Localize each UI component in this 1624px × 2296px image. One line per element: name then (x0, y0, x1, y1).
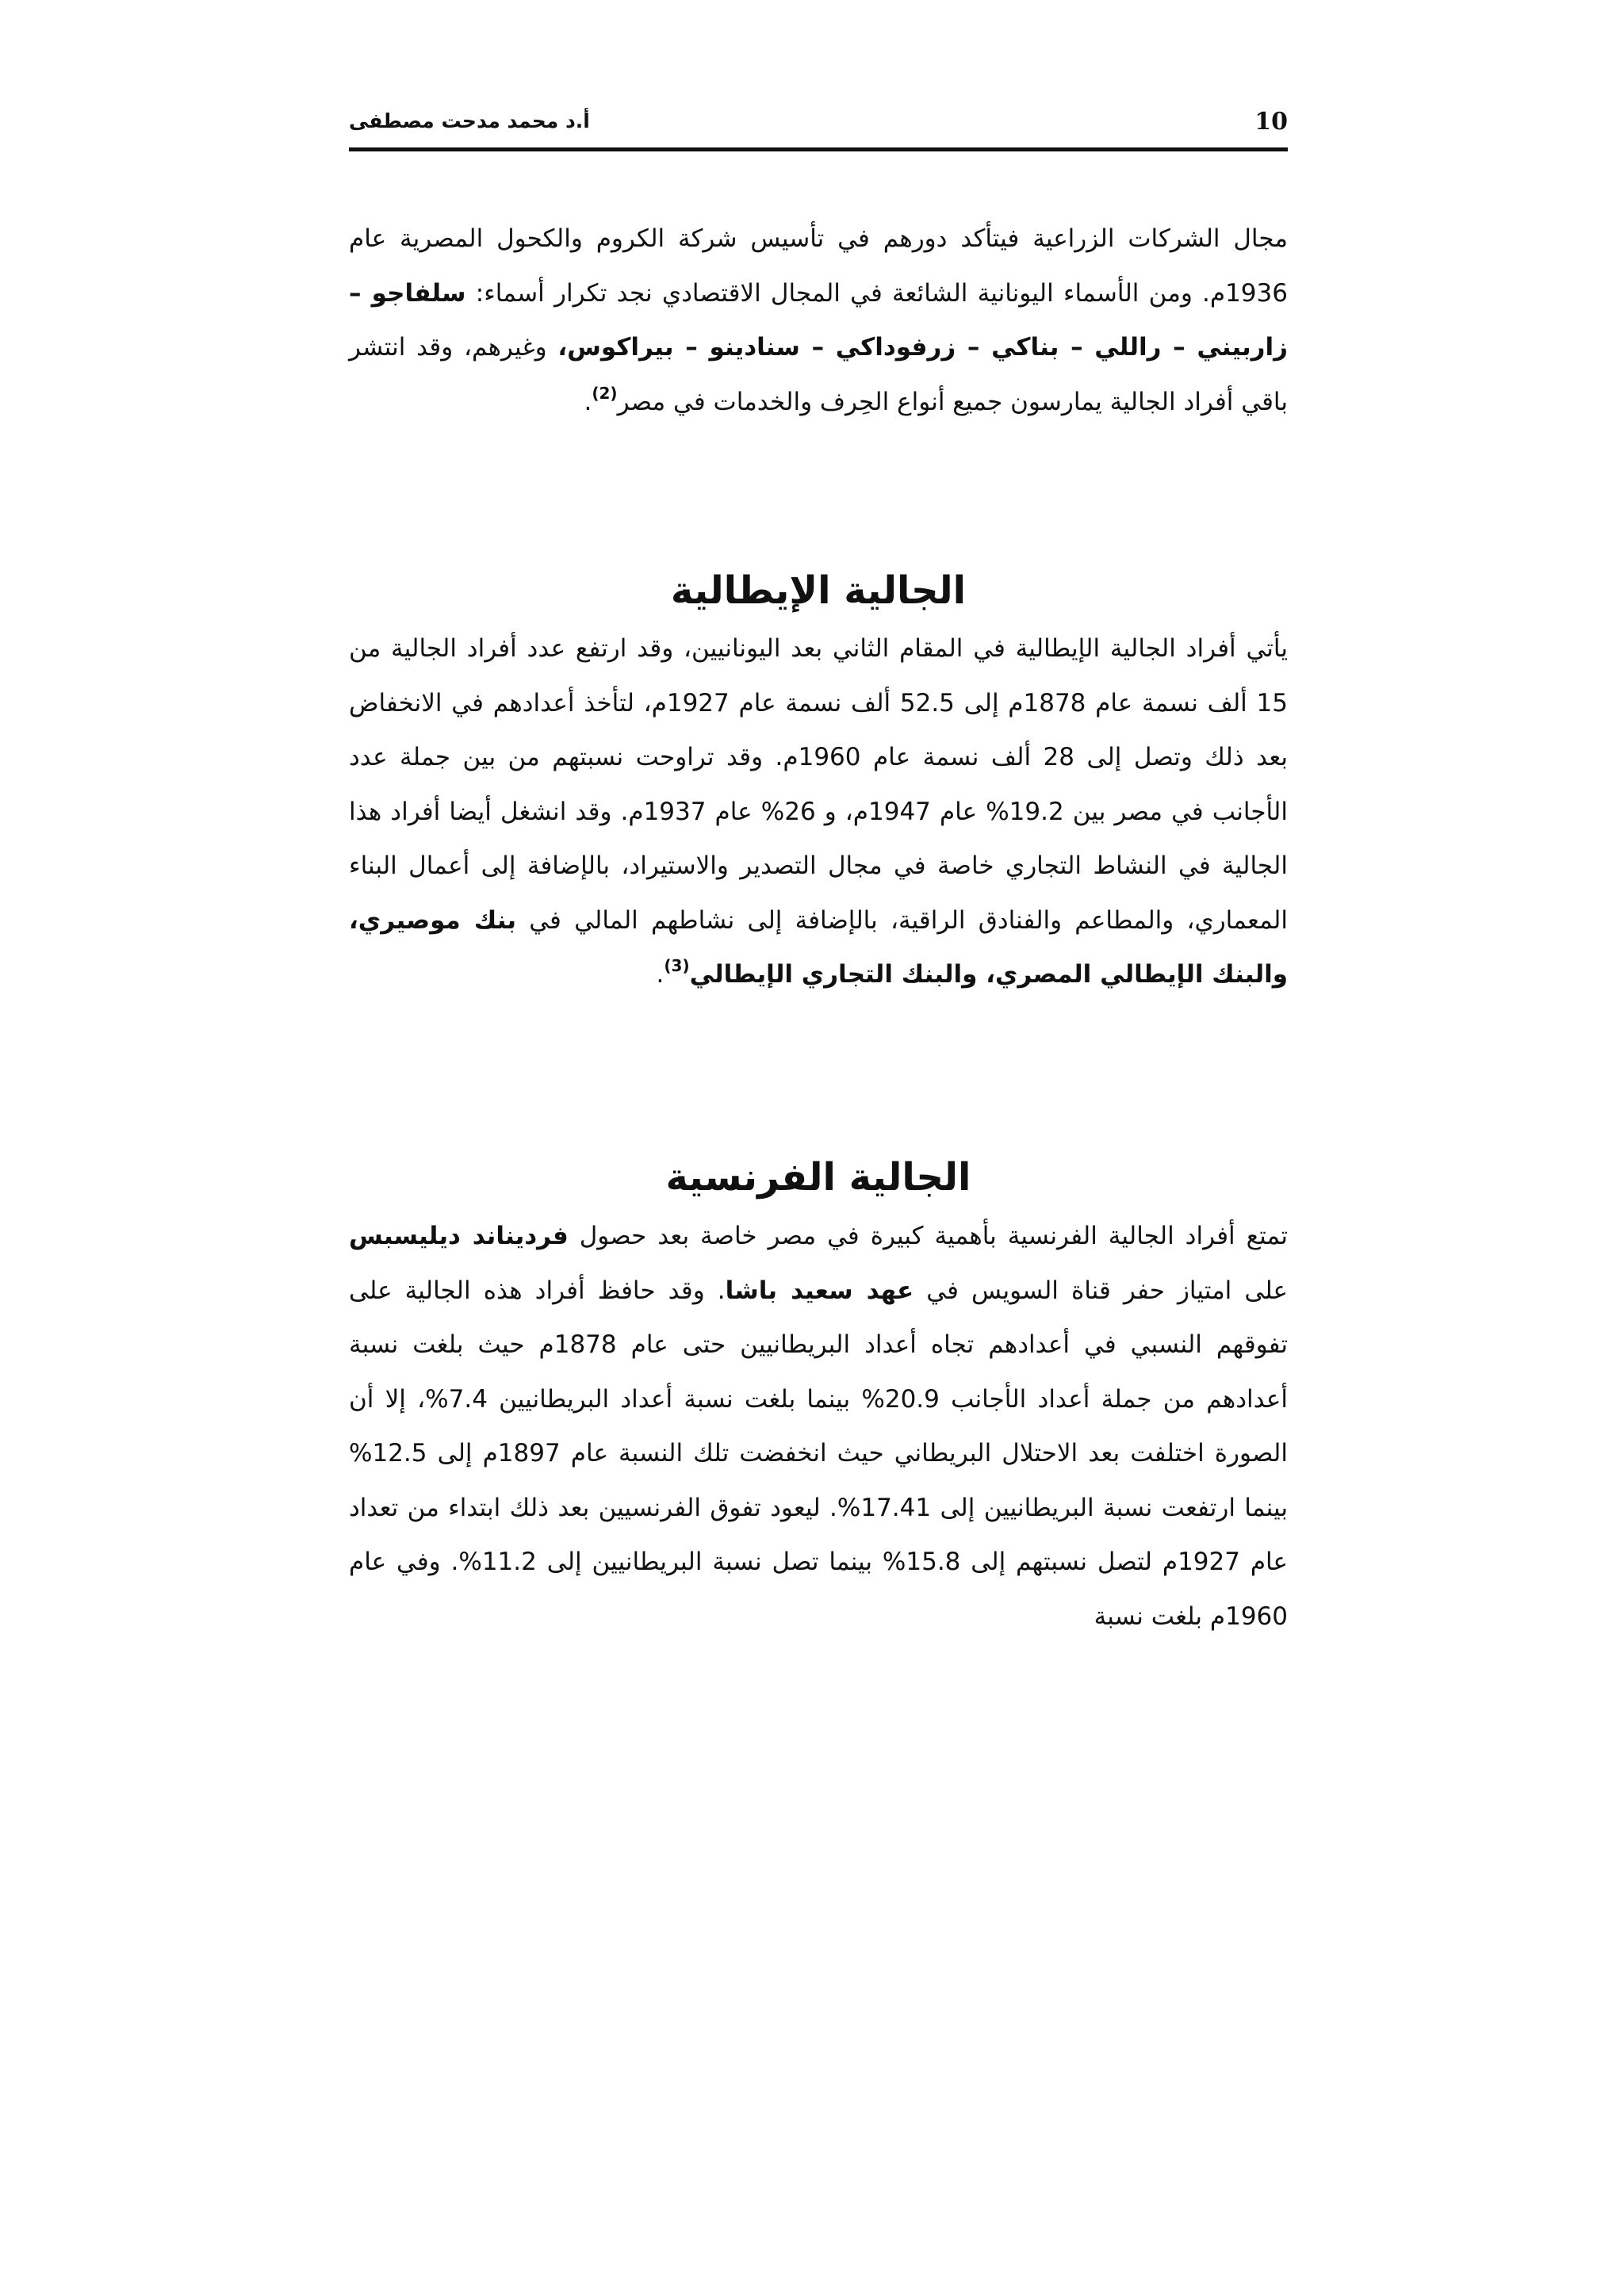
bold-text: بنك موصيري، والبنك الإيطالي المصري، والبنك التجاري الإيطالي (349, 905, 1288, 989)
text-run: يأتي أفراد الجالية الإيطالية في المقام الثاني بعد اليونانيين، وقد ارتفع عدد أفراد الجالية من 15 ألف نسمة عام 1878م إلى 52.5 ألف نسمة عام 1927م، لتأخذ أعدادهم في الانخفاض بعد ذلك وتصل إلى 28 ألف نسمة عام 1960م. وقد تراوحت نسبتهم من بين جملة عدد الأجانب في مصر بين 19.2% عام 1947م، و 26% عام 1937م. وقد انشغل أيضا أفراد هذا الجالية في النشاط التجاري خاصة في مجال التصدير والاستيراد، بالإضافة إلى أعمال البناء المعماري، والمطاعم والفنادق الراقية، بالإضافة إلى نشاطهم المالي في (349, 634, 1288, 935)
text-run: . (584, 387, 592, 416)
paragraph-greek-community (349, 212, 1288, 429)
text-run: وغيرهم، وقد انتشر باقي أفراد الجالية يمارسون جميع أنواع الحِرف والخدمات في مصر (349, 333, 1288, 416)
text-run: تمتع أفراد الجالية الفرنسية بأهمية كبيرة في مصر خاصة بعد حصول (568, 1222, 1288, 1250)
footnote-ref: (2) (592, 383, 618, 403)
header-rule (349, 147, 1288, 151)
page-header (349, 100, 1288, 147)
footnote-ref: (3) (664, 956, 690, 975)
section-title-italian-community: الجالية الإيطالية (670, 568, 967, 613)
bold-text: فرديناند ديليسبس (349, 1222, 569, 1250)
text-run: على امتياز حفر قناة السويس في (914, 1276, 1288, 1305)
paragraph-italian-community (349, 622, 1288, 1002)
paragraph-french-community (349, 1209, 1288, 1644)
bold-text: سلفاجو – زاربيني – راللي – بناكي – زرفوداكي – سنادينو – بيراكوس، (349, 278, 1288, 362)
bold-text: عهد سعيد باشا (725, 1276, 914, 1305)
text-run: . وقد حافظ أفراد هذه الجالية على تفوقهم النسبي في أعدادهم تجاه أعداد البريطانيين حتى عام 1878م حيث بلغت نسبة أعدادهم من جملة أعداد الأجانب 20.9% بينما بلغت نسبة أعداد البريطانيين 7.4%، إلا أن الصورة اختلفت بعد الاحتلال البريطاني حيث انخفضت تلك النسبة عام 1897م إلى 12.5% بينما ارتفعت نسبة البريطانيين إلى 17.41%. ليعود تفوق الفرنسيين بعد ذلك ابتداء من تعداد عام 1927م لتصل نسبتهم إلى 15.8% بينما تصل نسبة البريطانيين إلى 11.2%. وفي عام 1960م بلغت نسبة (349, 1276, 1289, 1631)
page-number: 10 (1254, 108, 1288, 136)
text-run: مجال الشركات الزراعية فيتأكد دورهم في تأسيس شركة الكروم والكحول المصرية عام 1936م. ومن الأسماء اليونانية الشائعة في المجال الاقتصادي نجد تكرار أسماء: (349, 224, 1288, 308)
text-run: . (656, 960, 665, 989)
section-title-french-community: الجالية الفرنسية (665, 1155, 971, 1200)
running-head-author: أ.د محمد مدحت مصطفى (349, 109, 590, 132)
